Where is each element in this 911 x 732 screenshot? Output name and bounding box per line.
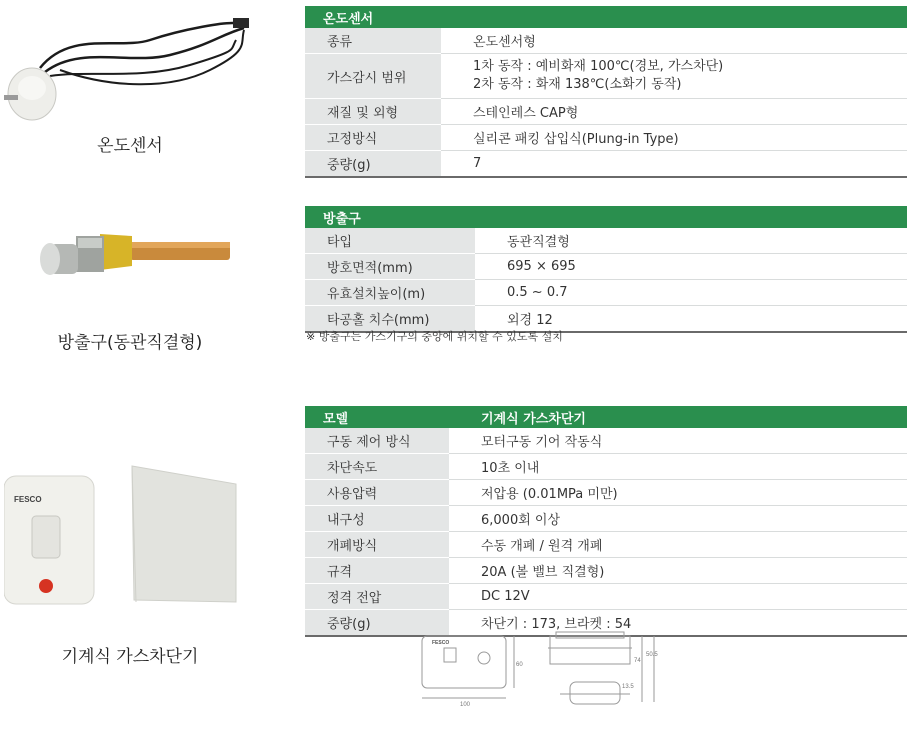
spec-value: 695 × 695: [475, 254, 907, 280]
spec-value: 차단기 : 173, 브라켓 : 54: [449, 610, 907, 637]
valve-technical-drawing: [410, 622, 670, 728]
valve-table-header-key: 모델: [305, 406, 449, 428]
spec-value: 수동 개폐 / 원격 개폐: [449, 532, 907, 558]
brand-label: FESCO: [14, 495, 42, 504]
spec-key: 종류: [305, 28, 441, 54]
spec-key: 규격: [305, 558, 449, 584]
spec-key: 유효설치높이(m): [305, 280, 475, 306]
spec-value: 20A (볼 밸브 직결형): [449, 558, 907, 584]
spec-value: 모터구동 기어 작동식: [449, 428, 907, 454]
spec-value: 7: [441, 151, 907, 178]
spec-value: 실리콘 패킹 삽입식(Plung-in Type): [441, 125, 907, 151]
spec-value: 0.5 ~ 0.7: [475, 280, 907, 306]
spec-value: DC 12V: [449, 584, 907, 610]
spec-key: 사용압력: [305, 480, 449, 506]
spec-key: 구동 제어 방식: [305, 428, 449, 454]
gas-valve-photo: [4, 462, 244, 612]
sensor-spec-table: [305, 6, 907, 178]
drawing-dim-label: 50.5: [646, 652, 658, 658]
valve-spec-table: [305, 406, 907, 637]
spec-key: 중량(g): [305, 151, 441, 178]
nozzle-spec-table: [305, 206, 907, 333]
drawing-dim-label: 74: [634, 658, 641, 664]
spec-value: 10초 이내: [449, 454, 907, 480]
spec-value: 6,000회 이상: [449, 506, 907, 532]
spec-key: 정격 전압: [305, 584, 449, 610]
spec-value: 온도센서형: [441, 28, 907, 54]
spec-key: 타입: [305, 228, 475, 254]
spec-value: 외경 12: [475, 306, 907, 333]
spec-key: 차단속도: [305, 454, 449, 480]
drawing-height-label: 60: [516, 662, 523, 668]
drawing-dim-label: 13.5: [622, 684, 634, 690]
spec-key: 내구성: [305, 506, 449, 532]
spec-key: 개폐방식: [305, 532, 449, 558]
spec-key: 가스감시 범위: [305, 54, 441, 99]
nozzle-table-header: 방출구: [305, 206, 907, 228]
nozzle-caption: 방출구(동관직결형): [57, 333, 203, 353]
spec-value-line: 1차 동작 : 예비화재 100℃(경보, 가스차단): [473, 59, 724, 74]
drawing-width-label: 100: [460, 702, 471, 708]
spec-key: 중량(g): [305, 610, 449, 637]
spec-key: 고정방식: [305, 125, 441, 151]
spec-key: 재질 및 외형: [305, 99, 441, 125]
spec-value: 스테인레스 CAP형: [441, 99, 907, 125]
temperature-sensor-photo: [0, 10, 270, 130]
spec-key: 방호면적(mm): [305, 254, 475, 280]
spec-value-line: 2차 동작 : 화재 138℃(소화기 동작): [473, 77, 682, 92]
sensor-table-header: 온도센서: [305, 6, 907, 28]
spec-value: 저압용 (0.01MPa 미만): [449, 480, 907, 506]
spec-value: 동관직결형: [475, 228, 907, 254]
nozzle-photo: [20, 222, 240, 302]
spec-value: [441, 54, 907, 99]
valve-table-header-value: 기계식 가스차단기: [449, 406, 907, 428]
spec-key: 타공홀 치수(mm): [305, 306, 475, 333]
sensor-caption: 온도센서: [97, 136, 163, 156]
nozzle-note: ※ 방출구는 가스기구의 중앙에 위치할 수 있도록 설치: [306, 330, 563, 343]
drawing-brand-label: FESCO: [432, 640, 450, 646]
valve-caption: 기계식 가스차단기: [61, 647, 199, 667]
